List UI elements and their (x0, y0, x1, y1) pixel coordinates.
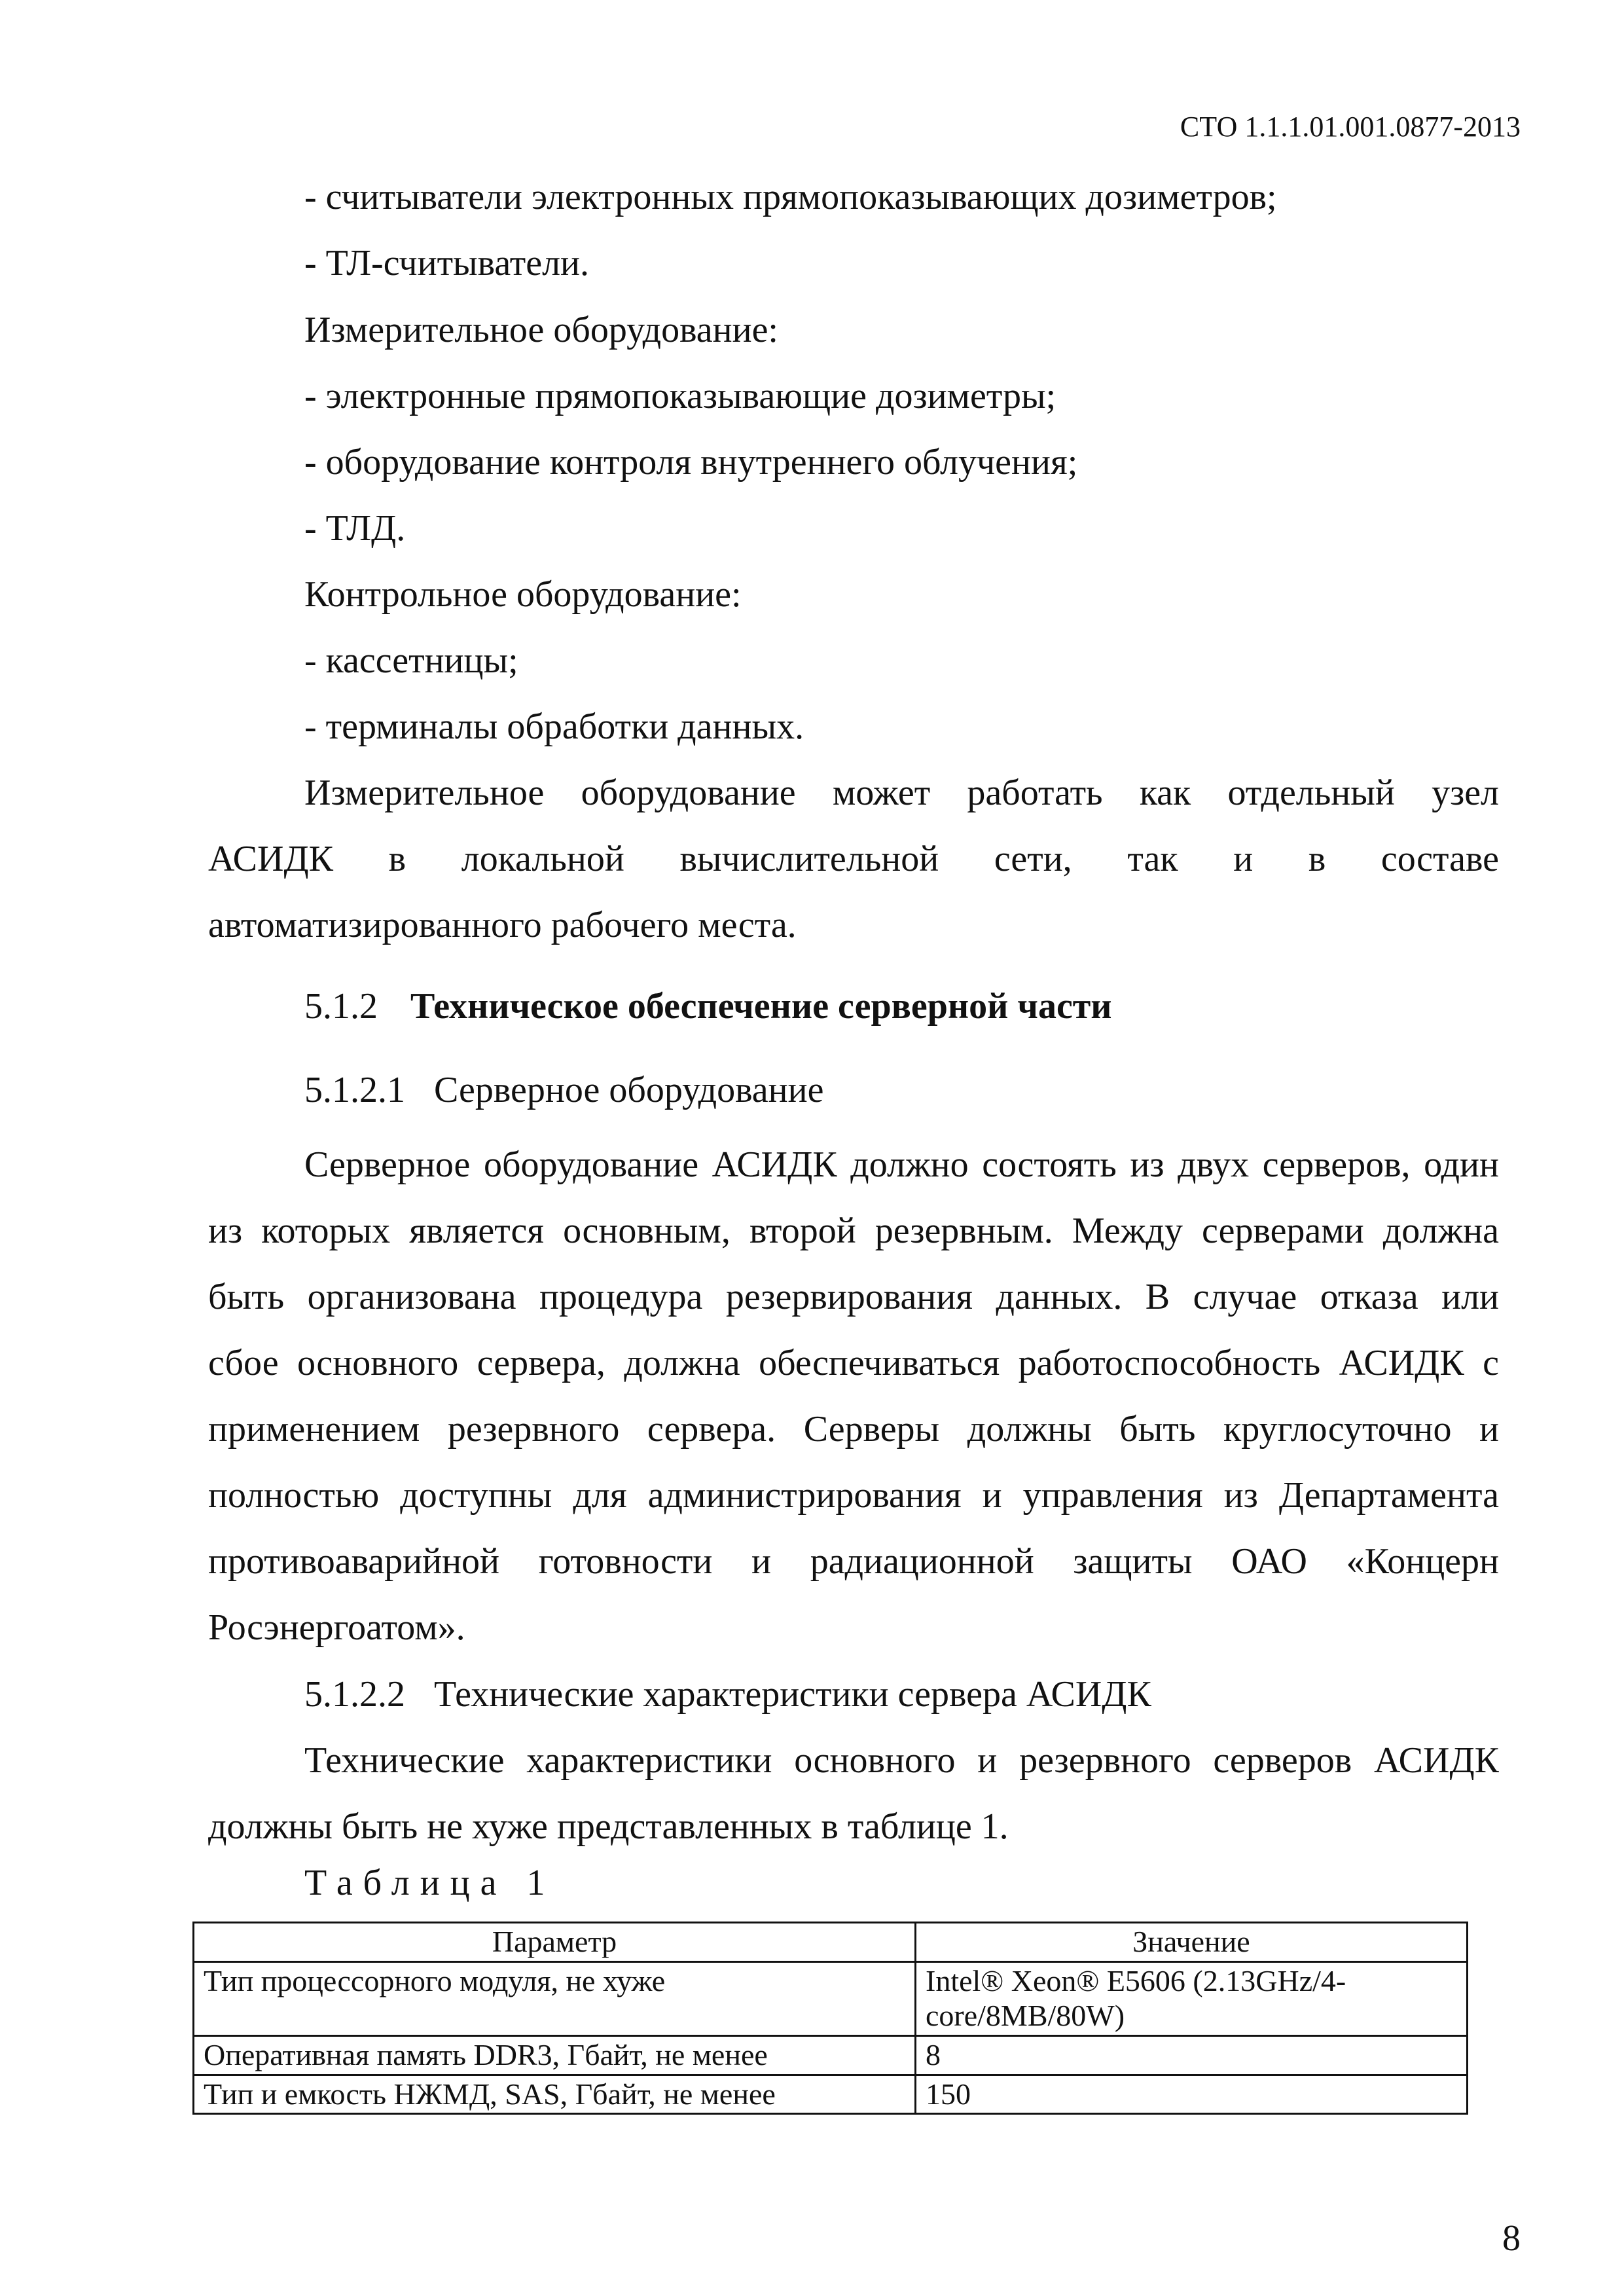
list-item: - оборудование контроля внутреннего облучения; (304, 442, 1078, 483)
value-cell: Intel® Xeon® E5606 (2.13GHz/4-core/8MB/80W) (916, 1961, 1468, 2035)
parameter-cell: Тип процессорного модуля, не хуже (194, 1961, 916, 2035)
list-item: - терминалы обработки данных. (304, 706, 804, 747)
section-heading-5-1-2-2 (304, 1676, 1151, 1713)
control-equipment-heading: Контрольное оборудование: (304, 574, 742, 615)
column-header-value: Значение (916, 1923, 1468, 1962)
table-row (194, 2075, 1468, 2114)
value-cell: 8 (916, 2035, 1468, 2075)
paragraph-line: Измерительное оборудование может работать как отдельный узел (304, 774, 1499, 813)
paragraph-line: применением резервного сервера. Серверы должны быть круглосуточно и (208, 1411, 1499, 1449)
section-number: 5.1.2.2 (304, 1674, 405, 1715)
paragraph-line: автоматизированного рабочего места. (208, 905, 797, 945)
list-item: - ТЛ-считыватели. (304, 243, 590, 283)
paragraph-line: Технические характеристики основного и резервного серверов АСИДК (304, 1742, 1499, 1781)
section-title: Техническое обеспечение серверной части (410, 986, 1112, 1027)
paragraph-line: противоаварийной готовности и радиационной защиты ОАО «Концерн (208, 1543, 1499, 1582)
paragraph-line: АСИДК в локальной вычислительной сети, так и в составе (208, 841, 1499, 879)
paragraph-line: полностью доступны для администрирования и управления из Департамента (208, 1477, 1499, 1516)
column-header-parameter: Параметр (194, 1923, 916, 1962)
paragraph-line: должны быть не хуже представленных в таблице 1. (208, 1806, 1009, 1847)
specifications-table (192, 1922, 1468, 2115)
table-row (194, 2035, 1468, 2075)
list-item: - ТЛД. (304, 508, 406, 549)
parameter-cell: Оперативная память DDR3, Гбайт, не менее (194, 2035, 916, 2075)
list-item: - считыватели электронных прямопоказывающих дозиметров; (304, 177, 1277, 217)
page-number: 8 (1502, 2218, 1521, 2259)
paragraph-line: Серверное оборудование АСИДК должно состоять из двух серверов, один (304, 1146, 1499, 1185)
list-item: - кассетницы; (304, 640, 518, 681)
parameter-cell: Тип и емкость НЖМД, SAS, Гбайт, не менее (194, 2075, 916, 2114)
table-header-row (194, 1923, 1468, 1962)
table-caption: Таблица 1 (304, 1863, 556, 1903)
section-title: Серверное оборудование (434, 1070, 824, 1110)
paragraph-line: Росэнергоатом». (208, 1607, 465, 1648)
measuring-equipment-heading: Измерительное оборудование: (304, 310, 778, 350)
section-title: Технические характеристики сервера АСИДК (434, 1674, 1151, 1715)
paragraph-line: быть организована процедура резервирования данных. В случае отказа или (208, 1279, 1499, 1317)
table-row (194, 1961, 1468, 2035)
section-number: 5.1.2 (304, 986, 378, 1027)
value-cell: 150 (916, 2075, 1468, 2114)
section-heading-5-1-2 (304, 988, 1112, 1025)
section-number: 5.1.2.1 (304, 1070, 405, 1110)
document-code: СТО 1.1.1.01.001.0877-2013 (1180, 111, 1521, 143)
paragraph-line: сбое основного сервера, должна обеспечиваться работоспособность АСИДК с (208, 1345, 1499, 1383)
list-item: - электронные прямопоказывающие дозиметры; (304, 376, 1056, 416)
section-heading-5-1-2-1 (304, 1072, 823, 1108)
paragraph-line: из которых является основным, второй резервным. Между серверами должна (208, 1212, 1499, 1251)
